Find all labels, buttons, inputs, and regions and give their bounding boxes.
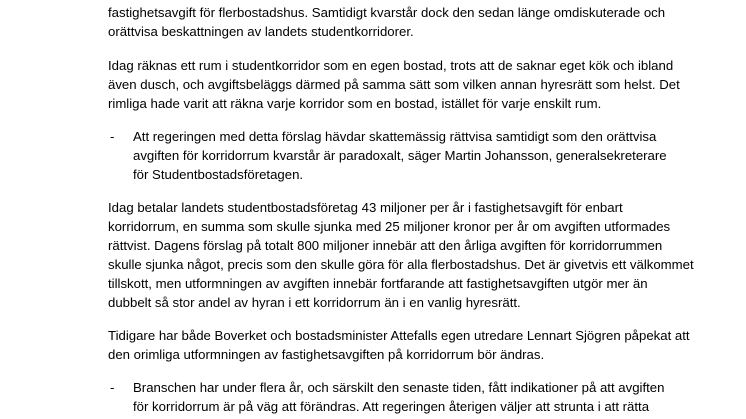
- paragraph-4-line-1: Tidigare har både Boverket och bostadsminister Attefalls egen utredare Lennart Sjögren påpekat att: [108, 328, 690, 343]
- paragraph-2-line-2: även dusch, och avgiftsbeläggs därmed på samma sätt som vilken annan hyresrätt som helst. Det: [108, 77, 680, 92]
- paragraph-2-line-3: rimliga hade varit att räkna varje korridor som en bostad, istället för varje enskilt rum.: [108, 96, 602, 111]
- paragraph-3-line-4: skulle sjunka något, precis som den skulle göra för alla flerbostadshus. Det är givetvis ett välkommet: [108, 257, 694, 272]
- paragraph-3-line-3: rättvist. Dagens förslag på totalt 800 miljoner innebär att den årliga avgiften för korridorrummen: [108, 238, 663, 253]
- bullet-1-line-3: för Studentbostadsföretagen.: [133, 167, 304, 182]
- bullet-2-line-2: för korridorrum är på väg att förändras. Att regeringen återigen väljer att strunta i att rätta: [133, 399, 650, 414]
- paragraph-3-line-2: korridorrum, en summa som skulle sjunka med 25 miljoner kronor per år om avgiften utformades: [108, 219, 671, 234]
- paragraph-3-line-5: tillskott, men utformningen av avgiften innebär fortfarande att fastighetsavgiften utgör mer än: [108, 276, 648, 291]
- paragraph-1-line-1: fastighetsavgift för flerbostadshus. Samtidigt kvarstår dock den sedan länge omdiskuterade och: [108, 5, 666, 20]
- paragraph-3-line-6: dubbelt så stor andel av hyran i ett korridorrum än i en vanlig hyresrätt.: [108, 295, 521, 310]
- bullet-1-line-2: avgiften för korridorrum kvarstår är paradoxalt, säger Martin Johansson, generalsekreterare: [133, 148, 667, 163]
- bullet-1-line-1: Att regeringen med detta förslag hävdar skattemässig rättvisa samtidigt som den orättvisa: [133, 129, 657, 144]
- paragraph-2-line-1: Idag räknas ett rum i studentkorridor som en egen bostad, trots att de saknar eget kök och ibland: [108, 58, 674, 73]
- bullet-1-marker: -: [110, 129, 115, 144]
- paragraph-1-line-2: orättvisa beskattningen av landets studentkorridorer.: [108, 24, 414, 39]
- bullet-2-marker: -: [110, 380, 115, 395]
- paragraph-4-line-2: den orimliga utformningen av fastighetsavgiften på korridorrum bör ändras.: [108, 347, 545, 362]
- paragraph-3-line-1: Idag betalar landets studentbostadsföretag 43 miljoner per år i fastighetsavgift för enbart: [108, 200, 623, 215]
- bullet-2-line-1: Branschen har under flera år, och särskilt den senaste tiden, fått indikationer på att avgiften: [133, 380, 665, 395]
